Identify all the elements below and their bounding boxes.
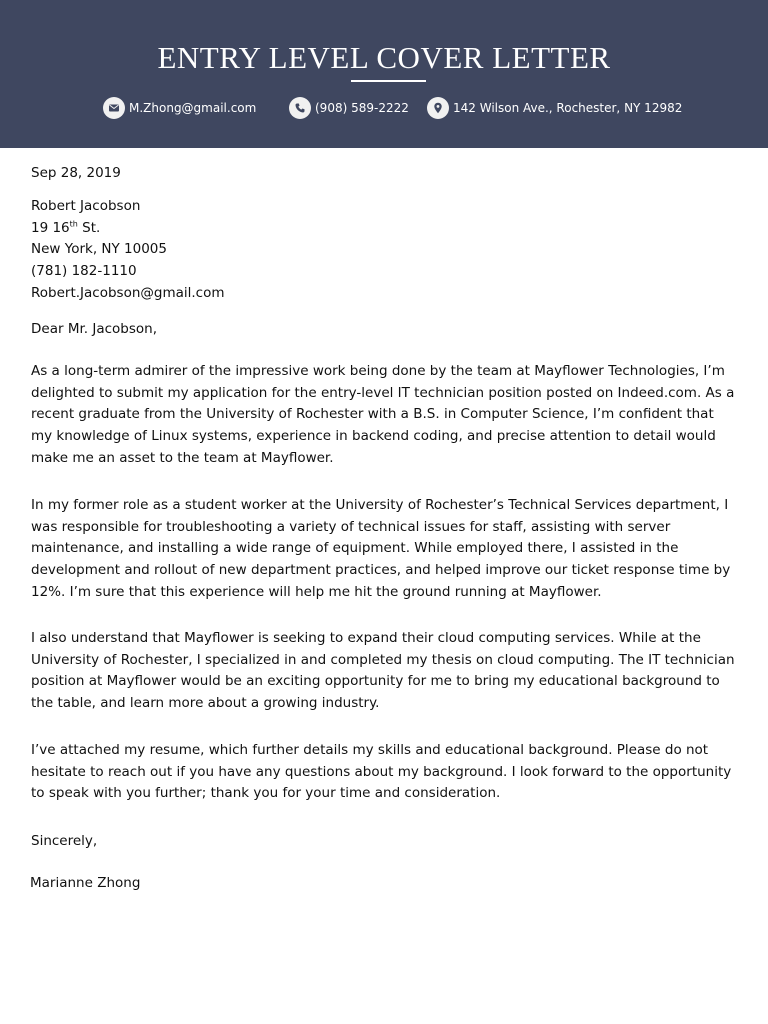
recipient-block bbox=[31, 196, 739, 305]
letter-header bbox=[0, 0, 768, 148]
recipient-email[interactable]: Robert.Jacobson@gmail.com bbox=[31, 284, 225, 301]
signature: Marianne Zhong bbox=[30, 875, 141, 891]
contact-email-text: M.Zhong@gmail.com bbox=[129, 101, 257, 115]
closing: Sincerely, bbox=[31, 833, 98, 849]
contact-address[interactable] bbox=[427, 97, 682, 119]
body-paragraph-3: I also understand that Mayflower is seeking to expand their cloud computing services. While at the University of Rochester, I specialized in and completed my thesis on cloud computing. The IT technician position at Mayflower would be an exciting opportunity for me to bring my educational background to the table, and learn more about a growing industry. bbox=[31, 630, 735, 712]
recipient-street bbox=[31, 218, 739, 240]
phone-icon bbox=[289, 97, 311, 119]
letter-date: Sep 28, 2019 bbox=[31, 165, 121, 181]
recipient-street-name: St. bbox=[77, 219, 101, 236]
contact-phone-text: (908) 589-2222 bbox=[315, 101, 409, 115]
body-paragraph-4: I’ve attached my resume, which further details my skills and educational background. Please do not hesitate to reach out if you have any questions about my background. I look forward to the opportunity to speak with you further; thank you for your time and consideration. bbox=[31, 742, 732, 802]
location-pin-icon bbox=[427, 97, 449, 119]
body-paragraph-1: As a long-term admirer of the impressive work being done by the team at Mayflower Technologies, I’m delighted to submit my application for the entry-level IT technician position posted on Indeed.com. As a recent graduate from the University of Rochester with a B.S. in Computer Science, I’m confident that my knowledge of Linux systems, experience in backend coding, and precise attention to detail would make me an asset to the team at Mayflower. bbox=[31, 363, 735, 466]
title-underline bbox=[351, 80, 426, 82]
recipient-city: New York, NY 10005 bbox=[31, 241, 167, 258]
contact-phone[interactable] bbox=[289, 97, 409, 119]
salutation: Dear Mr. Jacobson, bbox=[31, 321, 158, 337]
envelope-icon bbox=[103, 97, 125, 119]
recipient-name: Robert Jacobson bbox=[31, 198, 141, 214]
page-title: ENTRY LEVEL COVER LETTER bbox=[157, 40, 611, 75]
body-paragraph-2: In my former role as a student worker at the University of Rochester’s Technical Services department, I was responsible for troubleshooting a variety of technical issues for staff, assisting with server maintenance, and installing a wide range of equipment. While employed there, I assisted in the development and rollout of new department practices, and helped improve our ticket response time by 12%. I’m sure that this experience will help me hit the ground running at Mayflower. bbox=[31, 497, 731, 600]
recipient-phone: (781) 182-1110 bbox=[31, 263, 137, 280]
contact-address-text: 142 Wilson Ave., Rochester, NY 12982 bbox=[453, 101, 683, 115]
recipient-street-number: 19 16 bbox=[31, 219, 70, 236]
recipient-street-suffix: th bbox=[69, 219, 78, 229]
contact-email[interactable] bbox=[103, 97, 256, 119]
